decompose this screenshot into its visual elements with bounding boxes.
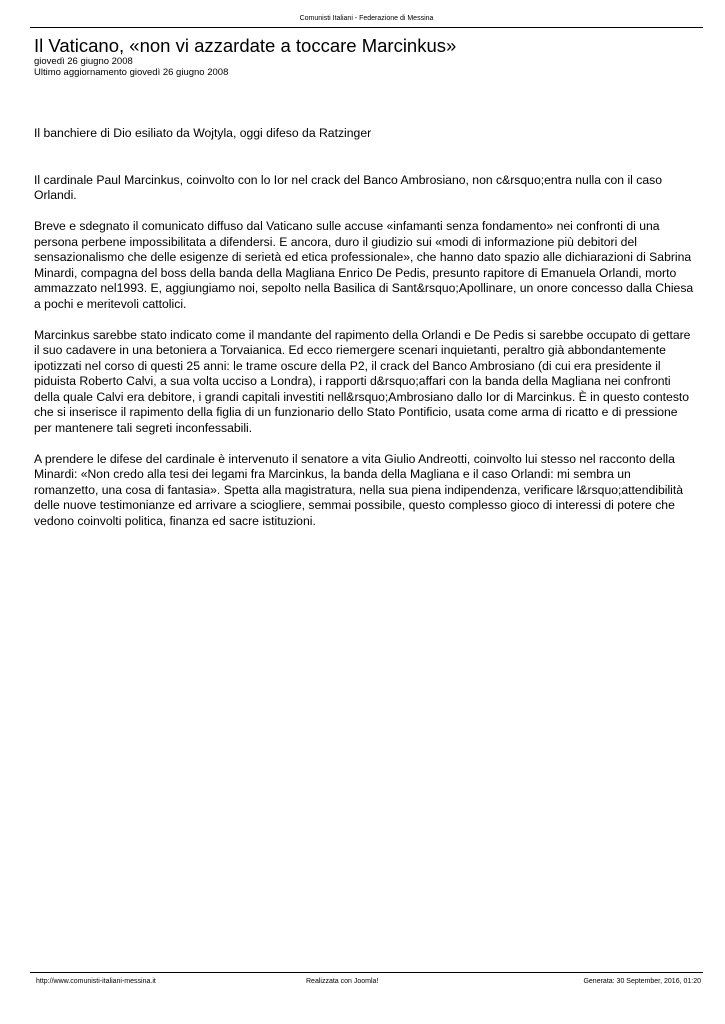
page-footer <box>30 972 703 985</box>
article-title-block <box>34 36 694 78</box>
page-header <box>30 14 703 28</box>
article-paragraph: A prendere le difese del cardinale è intervenuto il senatore a vita Giulio Andreotti, coinvolto lui stesso nel racconto della Minardi: «Non credo alla tesi dei legami fra Marcinkus, la banda della Magliana e il caso Orlandi: mi sembra un romanzetto, una cosa di fantasia». Spetta alla magistratura, nella sua piena indipendenza, verificare l&rsquo;attendibilità delle nuove testimonianze ed arrivare a sciogliere, semmai possibile, questo complesso gioco di interessi di potere che vedono coinvolti politica, finanza ed sacre istituzioni. <box>34 451 684 528</box>
article-title: Il Vaticano, «non vi azzardate a toccare Marcinkus» <box>34 35 457 56</box>
article-paragraph: Il cardinale Paul Marcinkus, coinvolto con lo Ior nel crack del Banco Ambrosiano, non c&rsquo;entra nulla con il caso Orlandi. <box>34 172 662 202</box>
footer-generated-date: Generata: 30 September, 2016, 01:20 <box>583 978 701 985</box>
article-paragraph: Breve e sdegnato il comunicato diffuso dal Vaticano sulle accuse «infamanti senza fondamento» nei confronti di una persona perbene impossibilitata a difendersi. E ancora, duro il giudizio sui «modi di informazione più debitori del sensazionalismo che delle esigenze di serietà ed etica professionale», che hanno dato spazio alle dichiarazioni di Sabrina Minardi, compagna del boss della banda della Magliana Enrico De Pedis, presunto rapitore di Emanuela Orlandi, morto ammazzato nel1993. E, aggiungiamo noi, sepolto nella Basilica di Sant&rsquo;Apollinare, un onore concesso dalla Chiesa a pochi e meritevoli cattolici. <box>34 219 694 311</box>
footer-site-url: http://www.comunisti-italiani-messina.it <box>36 978 156 985</box>
article-paragraph: Marcinkus sarebbe stato indicato come il mandante del rapimento della Orlandi e De Pedis si sarebbe occupato di gettare il suo cadavere in una betoniera a Torvaianica. Ed ecco riemergere scenari inquietanti, peraltro già abbondantemente ipotizzati nel corso di questi 25 anni: le trame oscure della P2, il crack del Banco Ambrosiano (di cui era presidente il piduista Roberto Calvi, a sua volta ucciso a Londra), i rapporti d&rsquo;affari con la banda della Magliana nei confronti della quale Calvi era debitore, i grandi capitali investiti nell&rsquo;Ambrosiano dallo Ior di Marcinkus. È in questo contesto che si inserisce il rapimento della figlia di un funzionario dello Stato Pontificio, usata come arma di ricatto e di pressione per mantenere tali segreti inconfessabili. <box>34 327 691 435</box>
article-subtitle: Il banchiere di Dio esiliato da Wojtyla, oggi difeso da Ratzinger <box>34 126 372 140</box>
article-date: giovedì 26 giugno 2008 <box>34 56 133 67</box>
footer-powered-by: Realizzata con Joomla! <box>306 978 379 985</box>
site-name: Comunisti Italiani - Federazione di Messina <box>299 15 434 22</box>
article-body <box>34 126 694 545</box>
article-last-updated: Ultimo aggiornamento giovedì 26 giugno 2008 <box>34 67 229 78</box>
